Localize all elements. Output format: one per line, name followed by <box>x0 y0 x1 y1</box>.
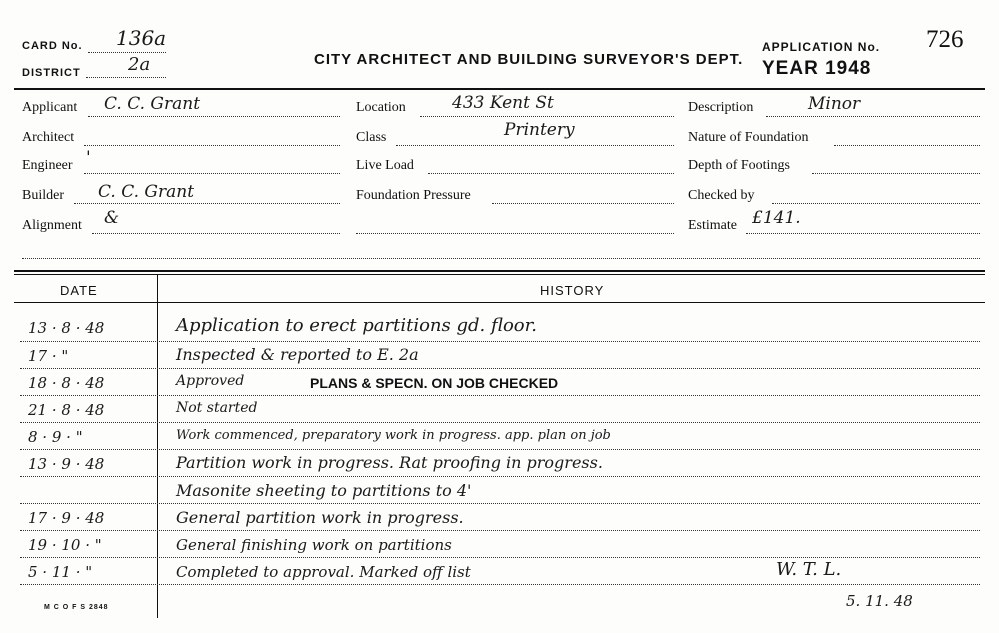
district-line <box>86 77 166 78</box>
engineer-label: Engineer <box>22 158 73 173</box>
applicant-label: Applicant <box>22 100 78 115</box>
row-line <box>20 422 980 423</box>
header-rule <box>14 88 985 90</box>
applicant-line <box>88 116 340 117</box>
description-value: Minor <box>808 94 861 114</box>
fields-blank-line <box>22 258 980 259</box>
engineer-value: ' <box>86 148 91 168</box>
row-date: 17 · 9 · 48 <box>28 509 105 527</box>
row-date: 21 · 8 · 48 <box>28 401 105 419</box>
applicant-value: C. C. Grant <box>104 94 201 114</box>
architect-line <box>84 145 340 146</box>
alignment-line <box>92 233 340 234</box>
depth-of-footings-line <box>812 173 980 174</box>
architect-label: Architect <box>22 130 75 145</box>
department-title: CITY ARCHITECT AND BUILDING SURVEYOR'S DEPT. <box>314 51 744 68</box>
row-date: 19 · 10 · " <box>28 536 102 554</box>
live-load-label: Live Load <box>356 158 414 173</box>
history-header: HISTORY <box>540 283 605 298</box>
foundation-pressure-line <box>492 203 674 204</box>
row-history: Not started <box>176 400 258 416</box>
location-line <box>420 116 674 117</box>
card-no-value: 136a <box>116 26 167 50</box>
nature-of-foundation-label: Nature of Foundation <box>688 130 809 145</box>
row-history: Work commenced, preparatory work in progress. app. plan on job <box>176 428 611 443</box>
engineer-line <box>84 173 340 174</box>
row-history: Inspected & reported to E. 2a <box>176 345 419 364</box>
row-line <box>20 584 980 585</box>
card-no-line <box>88 52 166 53</box>
class-value: Printery <box>504 120 575 140</box>
row-line <box>20 368 980 369</box>
row-date: 18 · 8 · 48 <box>28 374 105 392</box>
col2-extra-line <box>356 233 674 234</box>
row-line <box>20 395 980 396</box>
form-code: M C O F S 2848 <box>44 604 109 611</box>
application-no-label: APPLICATION No. <box>762 40 881 54</box>
row-date: 8 · 9 · " <box>28 428 83 446</box>
row-history: General finishing work on partitions <box>176 536 452 554</box>
district-label: DISTRICT <box>22 67 81 79</box>
table-top-rule <box>14 270 985 272</box>
row-line <box>20 557 980 558</box>
sign-off-date: 5. 11. 48 <box>846 592 913 610</box>
district-value: 2a <box>128 54 151 75</box>
inspector-initials: W. T. L. <box>776 559 842 580</box>
card-no-label: CARD No. <box>22 40 83 52</box>
builder-value: C. C. Grant <box>98 182 195 202</box>
foundation-pressure-label: Foundation Pressure <box>356 188 471 203</box>
table-header-rule <box>14 302 985 303</box>
depth-of-footings-label: Depth of Footings <box>688 158 790 173</box>
alignment-value: & <box>104 208 120 228</box>
alignment-label: Alignment <box>22 218 82 233</box>
class-line <box>396 145 674 146</box>
estimate-label: Estimate <box>688 218 737 233</box>
date-header: DATE <box>60 283 98 298</box>
location-value: 433 Kent St <box>452 93 554 113</box>
row-date: 5 · 11 · " <box>28 563 93 581</box>
estimate-value: £141. <box>752 208 801 228</box>
estimate-line <box>746 233 980 234</box>
row-history: General partition work in progress. <box>176 508 464 527</box>
row-history: Application to erect partitions gd. floor. <box>176 315 537 336</box>
year-label: YEAR 1948 <box>762 58 872 79</box>
builder-line <box>74 203 340 204</box>
row-date: 17 · " <box>28 347 69 365</box>
row-history: Approved <box>176 373 245 389</box>
row-line <box>20 341 980 342</box>
row-date: 13 · 8 · 48 <box>28 319 105 337</box>
description-label: Description <box>688 100 754 115</box>
table-column-divider <box>157 274 158 618</box>
row-history: Completed to approval. Marked off list <box>176 563 471 581</box>
checked-stamp: PLANS & SPECN. ON JOB CHECKED <box>310 375 559 391</box>
builder-label: Builder <box>22 188 64 203</box>
checked-by-label: Checked by <box>688 188 755 203</box>
row-line <box>20 503 980 504</box>
nature-of-foundation-line <box>834 145 980 146</box>
application-no-value: 726 <box>926 26 964 53</box>
description-line <box>766 116 980 117</box>
table-top-rule-2 <box>14 274 985 275</box>
row-line <box>20 530 980 531</box>
class-label: Class <box>356 130 387 145</box>
row-date: 13 · 9 · 48 <box>28 455 105 473</box>
checked-by-line <box>772 203 980 204</box>
live-load-line <box>428 173 674 174</box>
location-label: Location <box>356 100 406 115</box>
row-line <box>20 449 980 450</box>
row-history: Masonite sheeting to partitions to 4' <box>176 481 472 500</box>
row-line <box>20 476 980 477</box>
row-history: Partition work in progress. Rat proofing in progress. <box>176 453 603 472</box>
